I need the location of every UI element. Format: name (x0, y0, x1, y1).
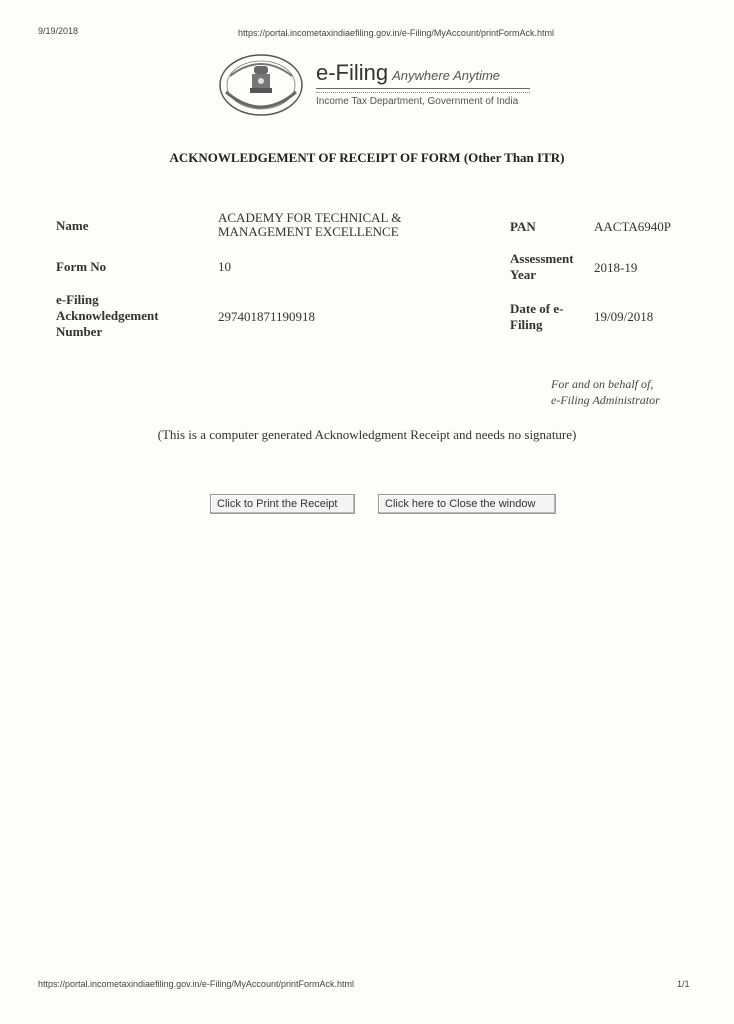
logo-title: e-Filing Anywhere Anytime (316, 60, 501, 85)
filing-date-label: Date of e- Filing (510, 301, 564, 332)
print-footer-url: https://portal.incometaxindiaefiling.gov.in/e-Filing/MyAccount/printFormAck.html (38, 979, 354, 989)
filing-date-value: 19/09/2018 (594, 309, 654, 324)
ack-number-label: e-Filing Acknowledgement Number (56, 292, 159, 339)
emblem-icon (218, 52, 304, 118)
print-header-url: https://portal.incometaxindiaefiling.gov.in/e-Filing/MyAccount/printFormAck.html (238, 28, 554, 38)
computer-generated-note: (This is a computer generated Acknowledgment Receipt and needs no signature) (157, 427, 577, 442)
pan-label: PAN (510, 219, 536, 234)
ack-number-value: 297401871190918 (218, 309, 316, 324)
name-label: Name (56, 218, 89, 233)
print-date: 9/19/2018 (38, 26, 79, 36)
page-title: ACKNOWLEDGEMENT OF RECEIPT OF FORM (Other Than ITR) (169, 150, 565, 165)
name-value: ACADEMY FOR TECHNICAL & MANAGEMENT EXCELLENCE (218, 210, 402, 239)
logo-divider (316, 88, 530, 93)
form-no-value: 10 (218, 259, 231, 274)
behalf-signature: For and on behalf of, e-Filing Administrator (551, 377, 660, 407)
assessment-year-label: Assessment Year (510, 251, 574, 282)
print-receipt-button[interactable]: Click to Print the Receipt (210, 494, 355, 514)
assessment-year-value: 2018-19 (594, 260, 638, 275)
efiling-logo (218, 52, 538, 120)
logo-tagline: Anywhere Anytime (392, 68, 501, 83)
form-no-label: Form No (56, 259, 107, 274)
pan-value: AACTA6940P (594, 219, 671, 234)
page-number: 1/1 (677, 979, 690, 989)
logo-subtitle: Income Tax Department, Government of India (316, 96, 519, 107)
close-window-button[interactable]: Click here to Close the window (378, 494, 556, 514)
